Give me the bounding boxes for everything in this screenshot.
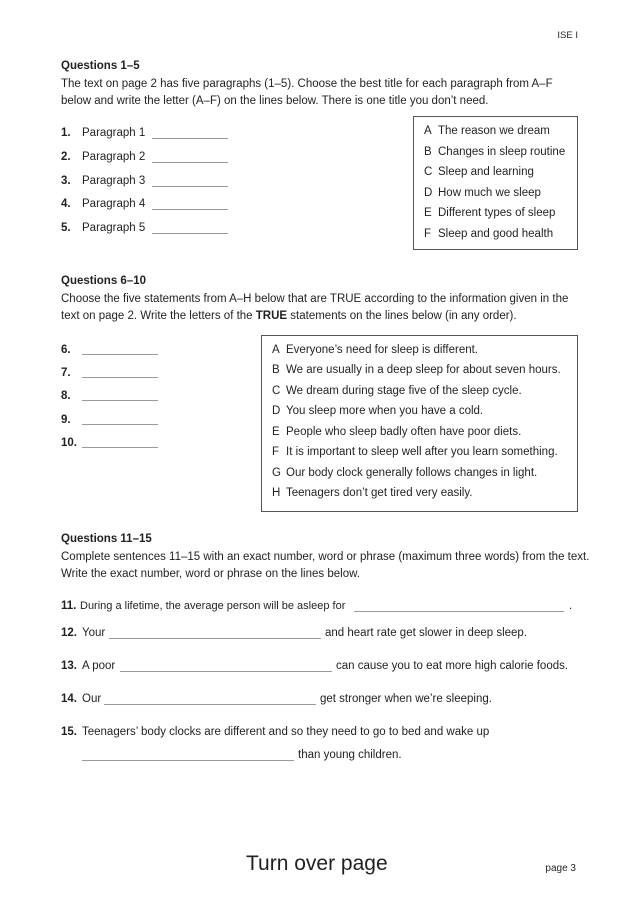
q3-label: Paragraph 3	[82, 175, 146, 187]
q8-answer-line[interactable]	[82, 400, 158, 401]
option-f: F Sleep and good health	[424, 228, 554, 240]
q15-number: 15.	[61, 726, 77, 738]
q6-number: 6.	[61, 344, 71, 356]
turn-over-text: Turn over page	[246, 852, 388, 875]
q5-answer-line[interactable]	[152, 233, 228, 234]
q1-row: 1.	[61, 127, 71, 139]
q10-number: 10.	[61, 437, 77, 449]
page-number: page 3	[545, 863, 576, 874]
q10-answer-line[interactable]	[82, 447, 158, 448]
q11-answer-line[interactable]	[354, 611, 564, 612]
statement-b: B We are usually in a deep sleep for about seven hours.	[272, 364, 561, 376]
q15-text-after: than young children.	[298, 749, 402, 761]
option-b: B Changes in sleep routine	[424, 146, 566, 158]
q11-text-before: During a lifetime, the average person will be asleep for	[80, 600, 346, 612]
statement-a: A Everyone’s need for sleep is different.	[272, 344, 478, 356]
option-c: C Sleep and learning	[424, 166, 534, 178]
q14-answer-line[interactable]	[104, 704, 316, 705]
q2-answer-line[interactable]	[152, 162, 228, 163]
q4-label: Paragraph 4	[82, 198, 146, 210]
q12-text-before: Your	[82, 627, 106, 639]
statement-c: C We dream during stage five of the sleep cycle.	[272, 385, 522, 397]
section2-options-box	[261, 335, 578, 512]
q9-answer-line[interactable]	[82, 424, 158, 425]
q15-text-before: Teenagers’ body clocks are different and so they need to go to bed and wake up	[82, 726, 490, 738]
q12-answer-line[interactable]	[109, 638, 321, 639]
q11-number: 11.	[61, 600, 77, 612]
q13-answer-line[interactable]	[120, 671, 332, 672]
q13-number: 13.	[61, 660, 77, 672]
section1-instructions: The text on page 2 has five paragraphs (1–5). Choose the best title for each paragraph from A–F below and write the letter (A–F) on the lines below. There is one title you don’t need.	[61, 78, 553, 107]
q2-row: 2.	[61, 151, 71, 163]
q5-label: Paragraph 5	[82, 222, 146, 234]
q3-row: 3.	[61, 175, 71, 187]
q1-answer-line[interactable]	[152, 138, 228, 139]
q12-number: 12.	[61, 627, 77, 639]
q4-row: 4.	[61, 198, 71, 210]
q13-text-after: can cause you to eat more high calorie foods.	[336, 660, 569, 672]
q14-text-after: get stronger when we’re sleeping.	[320, 693, 492, 705]
q7-number: 7.	[61, 367, 71, 379]
exam-code: ISE I	[557, 30, 578, 41]
q15-answer-line[interactable]	[82, 760, 294, 761]
q4-answer-line[interactable]	[152, 209, 228, 210]
q14-number: 14.	[61, 693, 77, 705]
section2-instructions: Choose the five statements from A–H below that are TRUE according to the information given in the text on page 2. Write the letters of the TRUE statements on the lines below (in any order).	[61, 293, 569, 322]
option-d: D How much we sleep	[424, 187, 541, 199]
q8-number: 8.	[61, 390, 71, 402]
q2-label: Paragraph 2	[82, 151, 146, 163]
option-a: A The reason we dream	[424, 125, 550, 137]
q3-answer-line[interactable]	[152, 186, 228, 187]
statement-g: G Our body clock generally follows changes in light.	[272, 467, 538, 479]
q5-row: 5.	[61, 222, 71, 234]
statement-d: D You sleep more when you have a cold.	[272, 405, 484, 417]
section1-title: Questions 1–5	[61, 60, 140, 72]
section3-instructions: Complete sentences 11–15 with an exact number, word or phrase (maximum three words) from the text. Write the exact number, word or phrase on the lines below.	[61, 551, 590, 580]
section3-title: Questions 11–15	[61, 533, 152, 545]
option-e: E Different types of sleep	[424, 207, 556, 219]
q6-answer-line[interactable]	[82, 354, 158, 355]
section1-options-box	[413, 116, 578, 250]
section2-title: Questions 6–10	[61, 275, 147, 287]
q1-label: Paragraph 1	[82, 127, 146, 139]
q13-text-before: A poor	[82, 660, 116, 672]
q14-text-before: Our	[82, 693, 102, 705]
q12-text-after: and heart rate get slower in deep sleep.	[325, 627, 528, 639]
statement-e: E People who sleep badly often have poor diets.	[272, 426, 522, 438]
statement-f: F It is important to sleep well after you learn something.	[272, 446, 558, 458]
statement-h: H Teenagers don’t get tired very easily.	[272, 487, 473, 499]
q11-text-after: .	[569, 600, 573, 612]
q7-answer-line[interactable]	[82, 377, 158, 378]
q9-number: 9.	[61, 414, 71, 426]
